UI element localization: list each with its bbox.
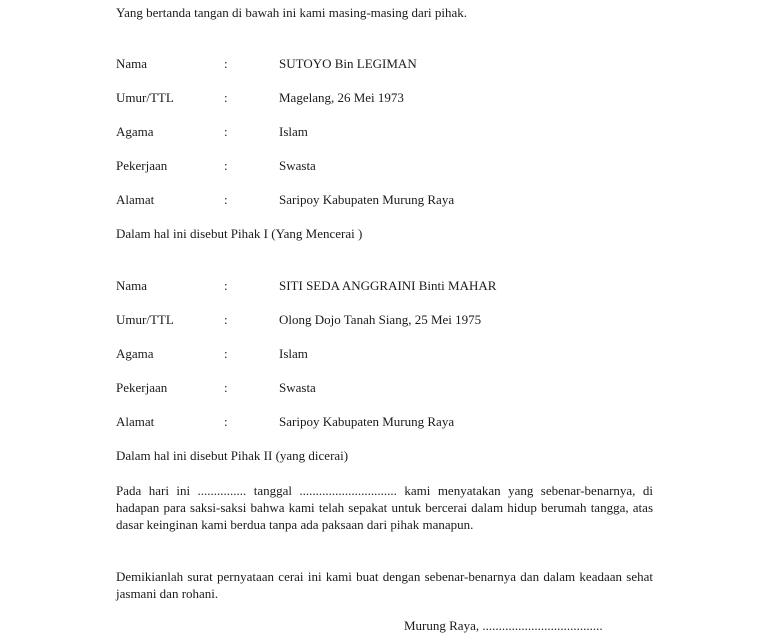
- party1-designation: Dalam hal ini disebut Pihak I (Yang Mencerai ): [116, 226, 363, 241]
- party1-name-value: SUTOYO Bin LEGIMAN: [279, 56, 417, 71]
- party2-address-label: Alamat: [116, 414, 155, 429]
- party2-religion-value: Islam: [279, 346, 308, 361]
- party2-address-row: [116, 414, 656, 432]
- party1-address-colon: :: [224, 192, 228, 207]
- party1-religion-label: Agama: [116, 124, 154, 139]
- party1-job-label: Pekerjaan: [116, 158, 168, 173]
- party1-job-row: [116, 158, 656, 176]
- party1-birth-row: [116, 90, 656, 108]
- party2-religion-label: Agama: [116, 346, 154, 361]
- party1-address-label: Alamat: [116, 192, 155, 207]
- party1-birth-colon: :: [224, 90, 228, 105]
- party2-name-colon: :: [224, 278, 228, 293]
- party1-name-row: [116, 56, 656, 74]
- closing-paragraph: Demikianlah surat pernyataan cerai ini kami buat dengan sebenar-benarnya dan dalam keadaan sehat jasmani dan rohani.: [116, 569, 653, 601]
- party2-birth-colon: :: [224, 312, 228, 327]
- party1-address-row: [116, 192, 656, 210]
- party2-birth-label: Umur/TTL: [116, 312, 174, 327]
- party2-name-row: [116, 278, 656, 296]
- party2-religion-colon: :: [224, 346, 228, 361]
- party2-job-colon: :: [224, 380, 228, 395]
- party2-address-colon: :: [224, 414, 228, 429]
- party1-address-value: Saripoy Kabupaten Murung Raya: [279, 192, 455, 207]
- party2-religion-row: [116, 346, 656, 364]
- party2-job-value: Swasta: [279, 380, 316, 395]
- party2-birth-value: Olong Dojo Tanah Siang, 25 Mei 1975: [279, 312, 482, 327]
- party1-birth-label: Umur/TTL: [116, 90, 174, 105]
- party2-name-value: SITI SEDA ANGGRAINI Binti MAHAR: [279, 278, 497, 293]
- statement-paragraph: Pada hari ini ............... tanggal .............................. kami menyatakan yang sebenar-benarnya, di hadapan para saksi-saksi bahwa kami telah sepakat untuk bercerai dalam hidup berumah tangga, atas dasar keinginan kami berdua tanpa ada paksaan dari pihak manapun.: [116, 483, 653, 532]
- party1-name-colon: :: [224, 56, 228, 71]
- party1-religion-value: Islam: [279, 124, 308, 139]
- party2-job-row: [116, 380, 656, 398]
- party2-address-value: Saripoy Kabupaten Murung Raya: [279, 414, 455, 429]
- party1-job-value: Swasta: [279, 158, 316, 173]
- party2-designation: Dalam hal ini disebut Pihak II (yang dicerai): [116, 448, 349, 463]
- party1-job-colon: :: [224, 158, 228, 173]
- party1-birth-value: Magelang, 26 Mei 1973: [279, 90, 404, 105]
- party2-birth-row: [116, 312, 656, 330]
- party1-name-label: Nama: [116, 56, 148, 71]
- party1-religion-colon: :: [224, 124, 228, 139]
- party2-job-label: Pekerjaan: [116, 380, 168, 395]
- place-date-line: Murung Raya, .....................................: [404, 618, 603, 633]
- intro-text: Yang bertanda tangan di bawah ini kami masing-masing dari pihak.: [116, 5, 468, 20]
- party2-name-label: Nama: [116, 278, 148, 293]
- party1-religion-row: [116, 124, 656, 142]
